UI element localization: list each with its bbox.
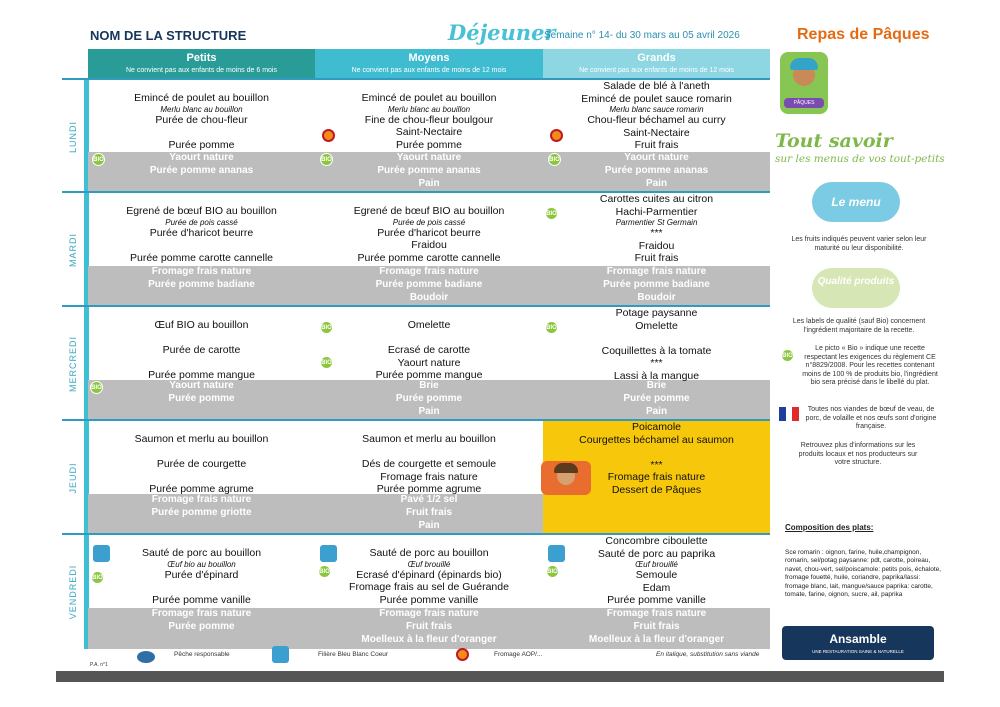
dessert-item: Purée pomme ananas xyxy=(604,164,709,176)
dessert-item: Moelleux à la fleur d'oranger xyxy=(588,633,725,645)
bleu-blanc-coeur-icon xyxy=(548,545,565,562)
dish: Lassi à la mangue xyxy=(613,369,700,382)
meal-title: Déjeuner xyxy=(448,20,556,45)
bio-icon: BIO xyxy=(546,565,559,578)
column-header-moyens xyxy=(315,49,543,79)
dessert-band xyxy=(543,380,770,421)
dessert-band xyxy=(315,608,543,649)
dessert-item: Purée pomme xyxy=(168,392,235,404)
dessert-band xyxy=(88,380,315,421)
dish: Sauté de porc au paprika xyxy=(597,547,716,560)
dish: Potage paysanne xyxy=(615,307,698,319)
dish: Fine de chou-fleur boulgour xyxy=(364,113,494,126)
dessert-item: Boudoir xyxy=(409,291,449,303)
footer-filiere: Filière Bleu Blanc Coeur xyxy=(318,651,389,658)
dessert-item: Pain xyxy=(645,405,668,417)
menu-cell xyxy=(543,307,770,382)
dish-substitute: Purée de pois cassé xyxy=(392,217,466,227)
easter-tag: PÂQUES xyxy=(784,98,824,108)
local-note: Retrouvez plus d'informations sur les produits locaux et nos producteurs sur votre structure. xyxy=(798,442,918,466)
easter-kid-illustration xyxy=(541,461,591,495)
bio-icon: BIO xyxy=(318,565,331,578)
aop-cheese-icon xyxy=(456,648,469,661)
dessert-item: Moelleux à la fleur d'oranger xyxy=(361,633,497,645)
dish: Purée d'haricot beurre xyxy=(377,226,481,239)
bio-icon: BIO xyxy=(320,321,333,334)
dish-substitute: Merlu blanc sauce romarin xyxy=(609,105,704,114)
france-flag-icon xyxy=(779,407,799,421)
dish xyxy=(315,332,543,345)
dessert-band xyxy=(88,494,315,535)
dish: *** xyxy=(650,458,663,471)
dessert-item: Yaourt nature xyxy=(169,380,234,391)
footer-aop: Fromage AOP/... xyxy=(494,651,543,658)
dish: Purée pomme vanille xyxy=(607,594,706,606)
dish: Saint-Nectaire xyxy=(395,126,463,138)
logo-name: Ansamble xyxy=(829,632,887,646)
event-title: Repas de Pâques xyxy=(797,26,930,43)
dish xyxy=(88,446,315,459)
dessert-item: Purée pomme xyxy=(395,392,463,404)
column-name: Grands xyxy=(637,52,676,64)
dish: Emincé de poulet sauce romarin xyxy=(581,92,732,105)
dish-substitute: Œuf bio au bouillon xyxy=(167,559,236,569)
dessert-band xyxy=(88,152,315,193)
dish: Purée pomme carotte cannelle xyxy=(357,251,501,264)
logo-tagline: UNE RESTAURATION SAINE & NATURELLE xyxy=(812,649,904,654)
dessert-item: Fromage frais nature xyxy=(151,266,252,277)
menu-note: Les fruits indiqués peuvent varier selon leur maturité ou leur disponibilité. xyxy=(791,236,927,252)
dessert-item: Purée pomme xyxy=(168,620,235,632)
bio-icon: BIO xyxy=(92,153,105,166)
menu-cell xyxy=(88,92,315,151)
column-note: Ne convient pas aux enfants de moins de 12 mois xyxy=(351,67,507,74)
column-header-grands xyxy=(543,49,770,79)
dessert-item: Fromage frais nature xyxy=(606,608,707,619)
day-label-text: VENDREDI xyxy=(68,564,78,620)
easter-kid-illustration xyxy=(780,52,828,114)
dessert-item: Fromage frais nature xyxy=(151,608,252,619)
day-label xyxy=(62,193,84,307)
dish: Fruit frais xyxy=(634,139,679,151)
dish: Omelette xyxy=(407,319,451,331)
bleu-blanc-coeur-icon xyxy=(272,646,289,663)
dessert-item: Fruit frais xyxy=(633,620,680,632)
day-label xyxy=(62,307,84,421)
dessert-item: Purée pomme badiane xyxy=(375,278,483,290)
dessert-band xyxy=(88,608,315,649)
composition-title: Composition des plats: xyxy=(785,523,874,532)
dish: Ecrasé d'épinard (épinards bio) xyxy=(356,568,502,581)
bio-icon: BIO xyxy=(320,153,333,166)
dish xyxy=(88,332,315,345)
footer-bar xyxy=(56,671,944,682)
dish: Semoule xyxy=(635,569,678,581)
dish: Purée pomme agrume xyxy=(376,483,482,495)
dessert-item: Fruit frais xyxy=(405,620,453,632)
dish: Sauté de porc au bouillon xyxy=(369,547,489,559)
dessert-item: Fromage frais nature xyxy=(379,266,479,277)
dessert-item: Pain xyxy=(418,519,440,531)
dish: Purée d'haricot beurre xyxy=(149,226,254,239)
bleu-blanc-coeur-icon xyxy=(93,545,110,562)
dessert-band xyxy=(543,152,770,193)
dish: Sauté de porc au bouillon xyxy=(141,547,262,559)
bio-icon: BIO xyxy=(90,381,103,394)
dish: Yaourt nature xyxy=(397,356,461,369)
dish: Purée pomme agrume xyxy=(149,483,254,495)
dessert-band xyxy=(543,608,770,649)
footer-peche: Pêche responsable xyxy=(174,651,230,658)
menu-cell xyxy=(88,319,315,382)
menu-cell xyxy=(543,80,770,152)
dessert-item: Yaourt nature xyxy=(396,152,462,163)
bio-note: Le picto « Bio » indique une recette respectant les exigences du règlement CE n°8829/2008. Pour les recettes contenant moins de 100 % de produits bio, l'ingrédient bio sera précisé dans le libellé du plat. xyxy=(802,345,938,386)
menu-cell xyxy=(543,193,770,265)
footer-italic-note: En italique, substitution sans viande xyxy=(656,651,760,658)
dish: Saumon et merlu au bouillon xyxy=(134,433,269,445)
dish: Purée d'épinard xyxy=(164,568,239,581)
dish: Fromage frais nature xyxy=(380,470,478,483)
side-subtitle: sur les menus de vos tout-petits xyxy=(775,153,945,165)
dish: Edam xyxy=(642,581,671,594)
quality-cloud: Qualité produits xyxy=(812,268,900,308)
bio-icon: BIO xyxy=(91,571,104,584)
dessert-item: Purée pomme ananas xyxy=(149,164,254,176)
menu-cell xyxy=(88,205,315,264)
menu-cell xyxy=(315,205,543,264)
quality-note: Les labels de qualité (sauf Bio) concernent l'ingrédient majoritaire de la recette. xyxy=(792,318,926,334)
day-label xyxy=(62,80,84,193)
day-label xyxy=(62,535,84,649)
dish xyxy=(88,581,315,594)
dish: Purée pomme mangue xyxy=(148,369,255,381)
aop-cheese-icon xyxy=(550,129,563,142)
dish-substitute: Purée de pois cassé xyxy=(165,217,238,227)
dessert-item: Fromage frais nature xyxy=(151,494,252,505)
dish-substitute: Merlu blanc au bouillon xyxy=(160,104,243,114)
week-label: Semaine n° 14- du 30 mars au 05 avril 2026 xyxy=(544,30,740,41)
dessert-item: Yaourt nature xyxy=(169,152,234,163)
menu-cell xyxy=(88,433,315,496)
bio-icon: BIO xyxy=(545,207,558,220)
dessert-item: Pavé 1/2 sel xyxy=(400,494,458,505)
menu-cell xyxy=(88,547,315,606)
dessert-item: Fromage frais nature xyxy=(379,608,479,619)
menu-cloud: Le menu xyxy=(812,182,900,222)
column-name: Petits xyxy=(186,52,217,64)
dish: Dés de courgette et semoule xyxy=(361,458,497,470)
dish-substitute: Œuf brouillé xyxy=(635,560,678,569)
dessert-item: Brie xyxy=(419,380,439,391)
bio-icon: BIO xyxy=(548,153,561,166)
ansamble-logo xyxy=(782,626,934,660)
dish: *** xyxy=(650,227,663,239)
dessert-band xyxy=(88,266,315,307)
dessert-item: Purée pomme xyxy=(623,392,690,404)
dish: Purée pomme vanille xyxy=(379,593,479,606)
day-label-text: JEUDI xyxy=(68,462,78,494)
dish: Fromage frais au sel de Guérande xyxy=(349,581,509,593)
dish: Emincé de poulet au bouillon xyxy=(361,92,497,104)
dish: Fruit frais xyxy=(634,252,679,264)
dessert-item: Boudoir xyxy=(637,291,676,303)
bio-icon: BIO xyxy=(545,321,558,334)
dish: Egrené de bœuf BIO au bouillon xyxy=(353,205,505,217)
dish-substitute: Parmentier St Germain xyxy=(615,218,698,227)
france-note: Toutes nos viandes de bœuf de veau, de porc, de volaille et nos œufs sont d'origine française. xyxy=(805,406,937,430)
day-label-text: MERCREDI xyxy=(68,335,78,393)
dish: Purée pomme carotte cannelle xyxy=(130,251,273,264)
dish: Courgettes béchamel au saumon xyxy=(579,433,734,446)
day-label-text: LUNDI xyxy=(68,120,78,153)
dish: Œuf BIO au bouillon xyxy=(154,319,249,331)
dish: Purée de courgette xyxy=(156,458,247,470)
dessert-item: Purée pomme badiane xyxy=(148,278,255,290)
day-label-text: MARDI xyxy=(68,233,78,267)
bio-icon: BIO xyxy=(781,349,794,362)
dessert-item: Purée pomme ananas xyxy=(377,164,481,176)
menu-cell xyxy=(543,535,770,607)
side-title: Tout savoir xyxy=(775,130,893,152)
bio-icon: BIO xyxy=(320,356,333,369)
dish-substitute: Œuf brouillé xyxy=(407,559,451,569)
responsible-fishing-icon xyxy=(137,651,155,663)
dish xyxy=(88,126,315,139)
dish: Emincé de poulet au bouillon xyxy=(134,92,269,104)
dish: Egrené de bœuf BIO au bouillon xyxy=(126,205,277,217)
day-label xyxy=(62,421,84,535)
menu-cell xyxy=(315,92,543,151)
menu-cell xyxy=(315,319,543,382)
dessert-item: Pain xyxy=(418,405,440,417)
dessert-band xyxy=(543,266,770,307)
column-header-petits xyxy=(88,49,315,79)
dish: Ecrasé de carotte xyxy=(387,344,471,356)
dessert-item: Pain xyxy=(418,177,440,189)
dessert-band xyxy=(315,266,543,307)
dish: Carottes cuites au citron xyxy=(599,193,714,205)
dish xyxy=(543,446,770,459)
column-note: Ne convient pas aux enfants de moins de 12 mois xyxy=(579,67,734,74)
dessert-band xyxy=(315,494,543,535)
dish: Fraidou xyxy=(411,239,447,251)
dish: Saint-Nectaire xyxy=(623,126,690,139)
dish: Concombre ciboulette xyxy=(605,535,708,547)
structure-name: NOM DE LA STRUCTURE xyxy=(90,28,247,43)
dish xyxy=(315,446,543,459)
dish: Poicamole xyxy=(631,421,682,433)
bleu-blanc-coeur-icon xyxy=(320,545,337,562)
dish: Salade de blé à l'aneth xyxy=(603,80,710,92)
dish xyxy=(88,239,315,252)
dish xyxy=(88,357,315,370)
dessert-item: Brie xyxy=(646,380,667,391)
composition-text: Sce romarin : oignon, farine, huile,champignon, romarin, sel/potag paysanne: pdt, carotte, poireau, navet, chou-vert, sel/poiscamole: petits pois, échalote, fromage fouetté, huile, coriandre, paprika/lassi: fromage blanc, lait, mangue/sauce paprika: carotte, tomate, farine, oignon, sucre, ail, paprika xyxy=(785,549,942,599)
dish: Saumon et merlu au bouillon xyxy=(362,433,496,445)
dish: Purée pomme xyxy=(396,138,462,151)
dish: Purée de carotte xyxy=(162,344,241,356)
column-name: Moyens xyxy=(408,52,450,64)
dessert-item: Purée pomme badiane xyxy=(603,278,710,290)
dish: Hachi-Parmentier xyxy=(615,205,698,218)
dish: Dessert de Pâques xyxy=(611,483,702,496)
menu-cell xyxy=(315,433,543,496)
dish-substitute: Merlu blanc au bouillon xyxy=(387,104,471,114)
dish: Fraidou xyxy=(638,239,675,252)
dish: *** xyxy=(650,357,663,369)
footer-pa: P.A. n°1 xyxy=(90,662,108,668)
dish: Fromage frais nature xyxy=(607,471,706,483)
dessert-item: Purée pomme griotte xyxy=(151,506,252,518)
dish xyxy=(543,332,770,345)
menu-cell xyxy=(315,547,543,606)
dish: Purée pomme xyxy=(168,138,235,151)
dessert-item: Fruit frais xyxy=(405,506,453,518)
column-note: Ne convient pas aux enfants de moins de 6 mois xyxy=(126,67,277,74)
dish: Purée de chou-fleur xyxy=(155,113,248,126)
dish: Chou-fleur béchamel au curry xyxy=(587,114,726,126)
dish: Coquillettes à la tomate xyxy=(601,344,712,357)
dessert-item: Fromage frais nature xyxy=(606,266,707,277)
dessert-band xyxy=(315,152,543,193)
dessert-item: Pain xyxy=(645,177,668,189)
dish: Omelette xyxy=(635,319,678,332)
dish: Purée pomme mangue xyxy=(375,369,483,381)
dish: Purée pomme vanille xyxy=(152,593,251,606)
dessert-item: Yaourt nature xyxy=(624,152,689,163)
dish xyxy=(88,471,315,484)
aop-cheese-icon xyxy=(322,129,335,142)
dessert-band xyxy=(315,380,543,421)
